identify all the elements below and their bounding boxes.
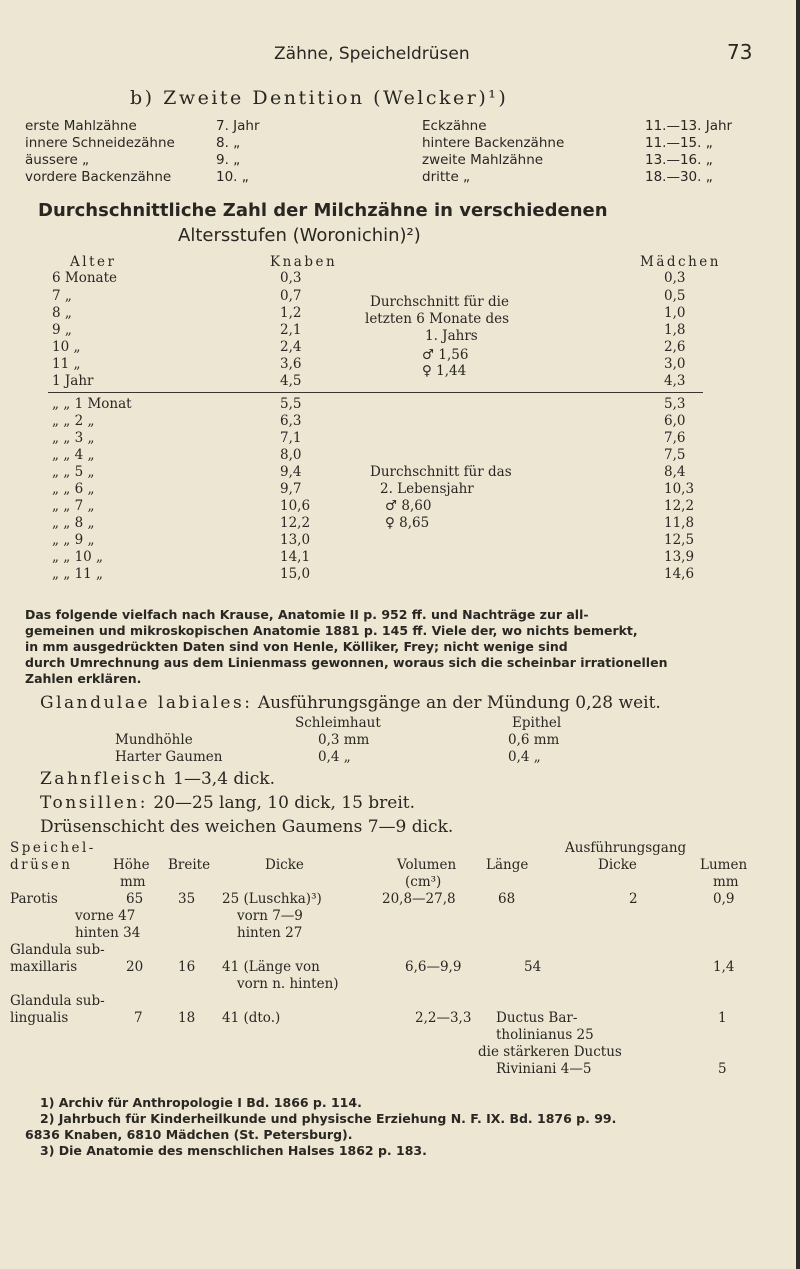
boys-cell: 7,1 — [280, 430, 302, 446]
zahnfleisch-label: Zahnfleisch — [40, 769, 168, 789]
boys-cell: 0,3 — [280, 270, 302, 286]
boys-cell: 14,1 — [280, 549, 311, 565]
gland-dicke2: 2 — [629, 891, 638, 907]
boys-cell: 9,4 — [280, 464, 302, 480]
girls-cell: 7,5 — [664, 447, 686, 463]
tonsillen-line — [40, 793, 415, 813]
col-header-cm3: (cm³) — [405, 874, 442, 890]
glandulae-col1: Schleimhaut — [295, 715, 381, 731]
col-header-ausfuehrung: Ausführungsgang — [565, 840, 687, 856]
gland-duct: die stärkeren Ductus — [478, 1044, 622, 1060]
avg-note-2: 2. Lebensjahr — [380, 481, 474, 497]
dentition-left-age: 7. Jahr — [216, 118, 260, 134]
dentition-right-name: dritte „ — [422, 169, 471, 185]
paragraph-line: Zahlen erklären. — [25, 671, 142, 686]
gland-name: Glandula sub- — [10, 993, 105, 1009]
avg-note-1: 1. Jahrs — [425, 328, 478, 344]
footnote: 3) Die Anatomie des menschlichen Halses 1862 p. 183. — [40, 1143, 427, 1158]
gland-hoehe: 65 — [126, 891, 144, 907]
boys-cell: 1,2 — [280, 305, 302, 321]
dentition-right-name: zweite Mahlzähne — [422, 152, 544, 168]
avg-note-1: ♂ 1,56 — [422, 347, 469, 363]
dentition-left-age: 8. „ — [216, 135, 241, 151]
dentition-right-name: hintere Backenzähne — [422, 135, 565, 151]
gland-lumen: 0,9 — [713, 891, 735, 907]
age-cell: 6 Monate — [52, 270, 117, 286]
age-cell: „ „ 6 „ — [52, 481, 95, 497]
col-header-hoehe: Höhe — [113, 857, 150, 873]
gland-lumen: 1 — [718, 1010, 727, 1026]
gland-extra: hinten 27 — [237, 925, 303, 941]
col-header-lumen: Lumen — [700, 857, 748, 873]
age-cell: „ „ 4 „ — [52, 447, 95, 463]
dentition-left-age: 9. „ — [216, 152, 241, 168]
girls-cell: 12,5 — [664, 532, 695, 548]
glandulae-label: Glandulae labiales: — [40, 693, 253, 713]
age-cell: 10 „ — [52, 339, 81, 355]
gland-extra: vorn 7—9 — [237, 908, 303, 924]
boys-cell: 3,6 — [280, 356, 302, 372]
page-edge — [796, 0, 800, 1269]
col-header-age: Alter — [70, 254, 117, 270]
gland-hoehe: 7 — [134, 1010, 143, 1026]
col-header-name: drüsen — [10, 857, 73, 873]
dentition-right-age: 11.—15. „ — [645, 135, 713, 151]
gland-duct: tholinianus 25 — [496, 1027, 594, 1043]
girls-cell: 11,8 — [664, 515, 695, 531]
col-header-name: Speichel- — [10, 840, 96, 856]
glandulae-row-label: Harter Gaumen — [115, 749, 223, 765]
glandulae-row-v1: 0,3 mm — [318, 732, 370, 748]
gland-duct: Ductus Bar- — [496, 1010, 578, 1026]
paragraph-line: gemeinen und mikroskopischen Anatomie 1881 p. 145 ff. Viele der, wo nichts bemerkt, — [25, 623, 638, 638]
gland-extra: vorne 47 — [75, 908, 136, 924]
gland-breite: 35 — [178, 891, 196, 907]
tonsillen-label: Tonsillen: — [40, 793, 148, 813]
gland-name: lingualis — [10, 1010, 69, 1026]
dentition-left-name: vordere Backenzähne — [25, 169, 172, 185]
gland-volumen: 2,2—3,3 — [415, 1010, 472, 1026]
gland-breite: 16 — [178, 959, 196, 975]
milk-teeth-subtitle: Altersstufen (Woronichin)²) — [178, 225, 421, 246]
gland-duct: Riviniani 4—5 — [496, 1061, 592, 1077]
col-header-girls: Mädchen — [640, 254, 721, 270]
girls-cell: 12,2 — [664, 498, 695, 514]
gland-lumen: 1,4 — [713, 959, 735, 975]
glandulae-row-v2: 0,6 mm — [508, 732, 560, 748]
dentition-right-age: 18.—30. „ — [645, 169, 713, 185]
gland-name: Parotis — [10, 891, 58, 907]
dentition-left-name: erste Mahlzähne — [25, 118, 137, 134]
age-cell: „ „ 7 „ — [52, 498, 95, 514]
avg-note-2: Durchschnitt für das — [370, 464, 512, 480]
page-number: 73 — [727, 40, 753, 64]
boys-cell: 4,5 — [280, 373, 302, 389]
age-cell: „ „ 5 „ — [52, 464, 95, 480]
boys-cell: 8,0 — [280, 447, 302, 463]
girls-cell: 5,3 — [664, 396, 686, 412]
age-cell: „ „ 1 Monat — [52, 396, 132, 412]
glandulae-text: Ausführungsgänge an der Mündung 0,28 weit. — [257, 693, 661, 713]
boys-cell: 12,2 — [280, 515, 311, 531]
col-header-boys: Knaben — [270, 254, 338, 270]
gland-dicke: 25 (Luschka)³) — [222, 891, 322, 907]
age-cell: 11 „ — [52, 356, 81, 372]
glandulae-row-v1: 0,4 „ — [318, 749, 351, 765]
gland-name: Glandula sub- — [10, 942, 105, 958]
gland-hoehe: 20 — [126, 959, 144, 975]
girls-cell: 7,6 — [664, 430, 686, 446]
boys-cell: 10,6 — [280, 498, 311, 514]
table-divider — [48, 392, 703, 393]
girls-cell: 10,3 — [664, 481, 695, 497]
age-cell: „ „ 2 „ — [52, 413, 95, 429]
boys-cell: 5,5 — [280, 396, 302, 412]
col-header-dicke2: Dicke — [598, 857, 637, 873]
gland-lumen: 5 — [718, 1061, 727, 1077]
boys-cell: 2,1 — [280, 322, 302, 338]
age-cell: 8 „ — [52, 305, 72, 321]
girls-cell: 8,4 — [664, 464, 686, 480]
avg-note-2: ♂ 8,60 — [385, 498, 432, 514]
dentition-left-name: innere Schneidezähne — [25, 135, 175, 151]
col-header-mm: mm — [120, 874, 146, 890]
paragraph-line: Das folgende vielfach nach Krause, Anatomie II p. 952 ff. und Nachträge zur all- — [25, 607, 589, 622]
boys-cell: 0,7 — [280, 288, 302, 304]
footnote: 1) Archiv für Anthropologie I Bd. 1866 p. 114. — [40, 1095, 362, 1110]
age-cell: „ „ 10 „ — [52, 549, 104, 565]
girls-cell: 3,0 — [664, 356, 686, 372]
milk-teeth-title: Durchschnittliche Zahl der Milchzähne in verschiedenen — [38, 200, 608, 221]
running-title: Zähne, Speicheldrüsen — [274, 44, 470, 64]
age-cell: „ „ 11 „ — [52, 566, 104, 582]
gland-volumen: 20,8—27,8 — [382, 891, 456, 907]
gland-breite: 18 — [178, 1010, 196, 1026]
gland-dicke: 41 (dto.) — [222, 1010, 281, 1026]
footnote: 6836 Knaben, 6810 Mädchen (St. Petersburg). — [25, 1127, 353, 1142]
dentition-left-age: 10. „ — [216, 169, 249, 185]
footnote: 2) Jahrbuch für Kinderheilkunde und physische Erziehung N. F. IX. Bd. 1876 p. 99. — [40, 1111, 617, 1126]
avg-note-1: letzten 6 Monate des — [365, 311, 510, 327]
avg-note-1: ♀ 1,44 — [422, 363, 467, 379]
glandulae-col2: Epithel — [512, 715, 562, 731]
boys-cell: 2,4 — [280, 339, 302, 355]
girls-cell: 1,8 — [664, 322, 686, 338]
age-cell: 9 „ — [52, 322, 72, 338]
girls-cell: 0,3 — [664, 270, 686, 286]
paragraph-line: durch Umrechnung aus dem Linienmass gewonnen, woraus sich die scheinbar irrationellen — [25, 655, 668, 670]
boys-cell: 13,0 — [280, 532, 311, 548]
boys-cell: 9,7 — [280, 481, 302, 497]
girls-cell: 4,3 — [664, 373, 686, 389]
col-header-volumen: Volumen — [397, 857, 457, 873]
age-cell: „ „ 3 „ — [52, 430, 95, 446]
gland-laenge: 68 — [498, 891, 516, 907]
paragraph-line: in mm ausgedrückten Daten sind von Henle, Kölliker, Frey; nicht wenige sind — [25, 639, 568, 654]
girls-cell: 2,6 — [664, 339, 686, 355]
col-header-breite: Breite — [168, 857, 211, 873]
gland-volumen: 6,6—9,9 — [405, 959, 462, 975]
gland-laenge: 54 — [524, 959, 542, 975]
girls-cell: 14,6 — [664, 566, 695, 582]
col-header-lumen-mm: mm — [713, 874, 739, 890]
girls-cell: 0,5 — [664, 288, 686, 304]
gland-extra: hinten 34 — [75, 925, 141, 941]
avg-note-2: ♀ 8,65 — [385, 515, 430, 531]
boys-cell: 6,3 — [280, 413, 302, 429]
boys-cell: 15,0 — [280, 566, 311, 582]
gland-name: maxillaris — [10, 959, 78, 975]
age-cell: 7 „ — [52, 288, 72, 304]
col-header-laenge: Länge — [486, 857, 529, 873]
girls-cell: 13,9 — [664, 549, 695, 565]
girls-cell: 1,0 — [664, 305, 686, 321]
glandulae-line — [40, 693, 661, 713]
col-header-dicke: Dicke — [265, 857, 304, 873]
dentition-right-name: Eckzähne — [422, 118, 487, 134]
dentition-heading: b) Zweite Dentition (Welcker)¹) — [130, 87, 509, 109]
gland-dicke-b: vorn n. hinten) — [237, 976, 339, 992]
tonsillen-text: 20—25 lang, 10 dick, 15 breit. — [153, 793, 416, 813]
age-cell: „ „ 9 „ — [52, 532, 95, 548]
dentition-right-age: 11.—13. Jahr — [645, 118, 733, 134]
dentition-right-age: 13.—16. „ — [645, 152, 713, 168]
girls-cell: 6,0 — [664, 413, 686, 429]
avg-note-1: Durchschnitt für die — [370, 294, 509, 310]
druesenschicht-line: Drüsenschicht des weichen Gaumens 7—9 dick. — [40, 817, 454, 837]
age-cell: „ „ 8 „ — [52, 515, 95, 531]
dentition-left-name: äussere „ — [25, 152, 90, 168]
zahnfleisch-text: 1—3,4 dick. — [173, 769, 275, 789]
zahnfleisch-line — [40, 769, 275, 789]
glandulae-row-label: Mundhöhle — [115, 732, 193, 748]
gland-dicke: 41 (Länge von — [222, 959, 320, 975]
age-cell: 1 Jahr — [52, 373, 94, 389]
glandulae-row-v2: 0,4 „ — [508, 749, 541, 765]
